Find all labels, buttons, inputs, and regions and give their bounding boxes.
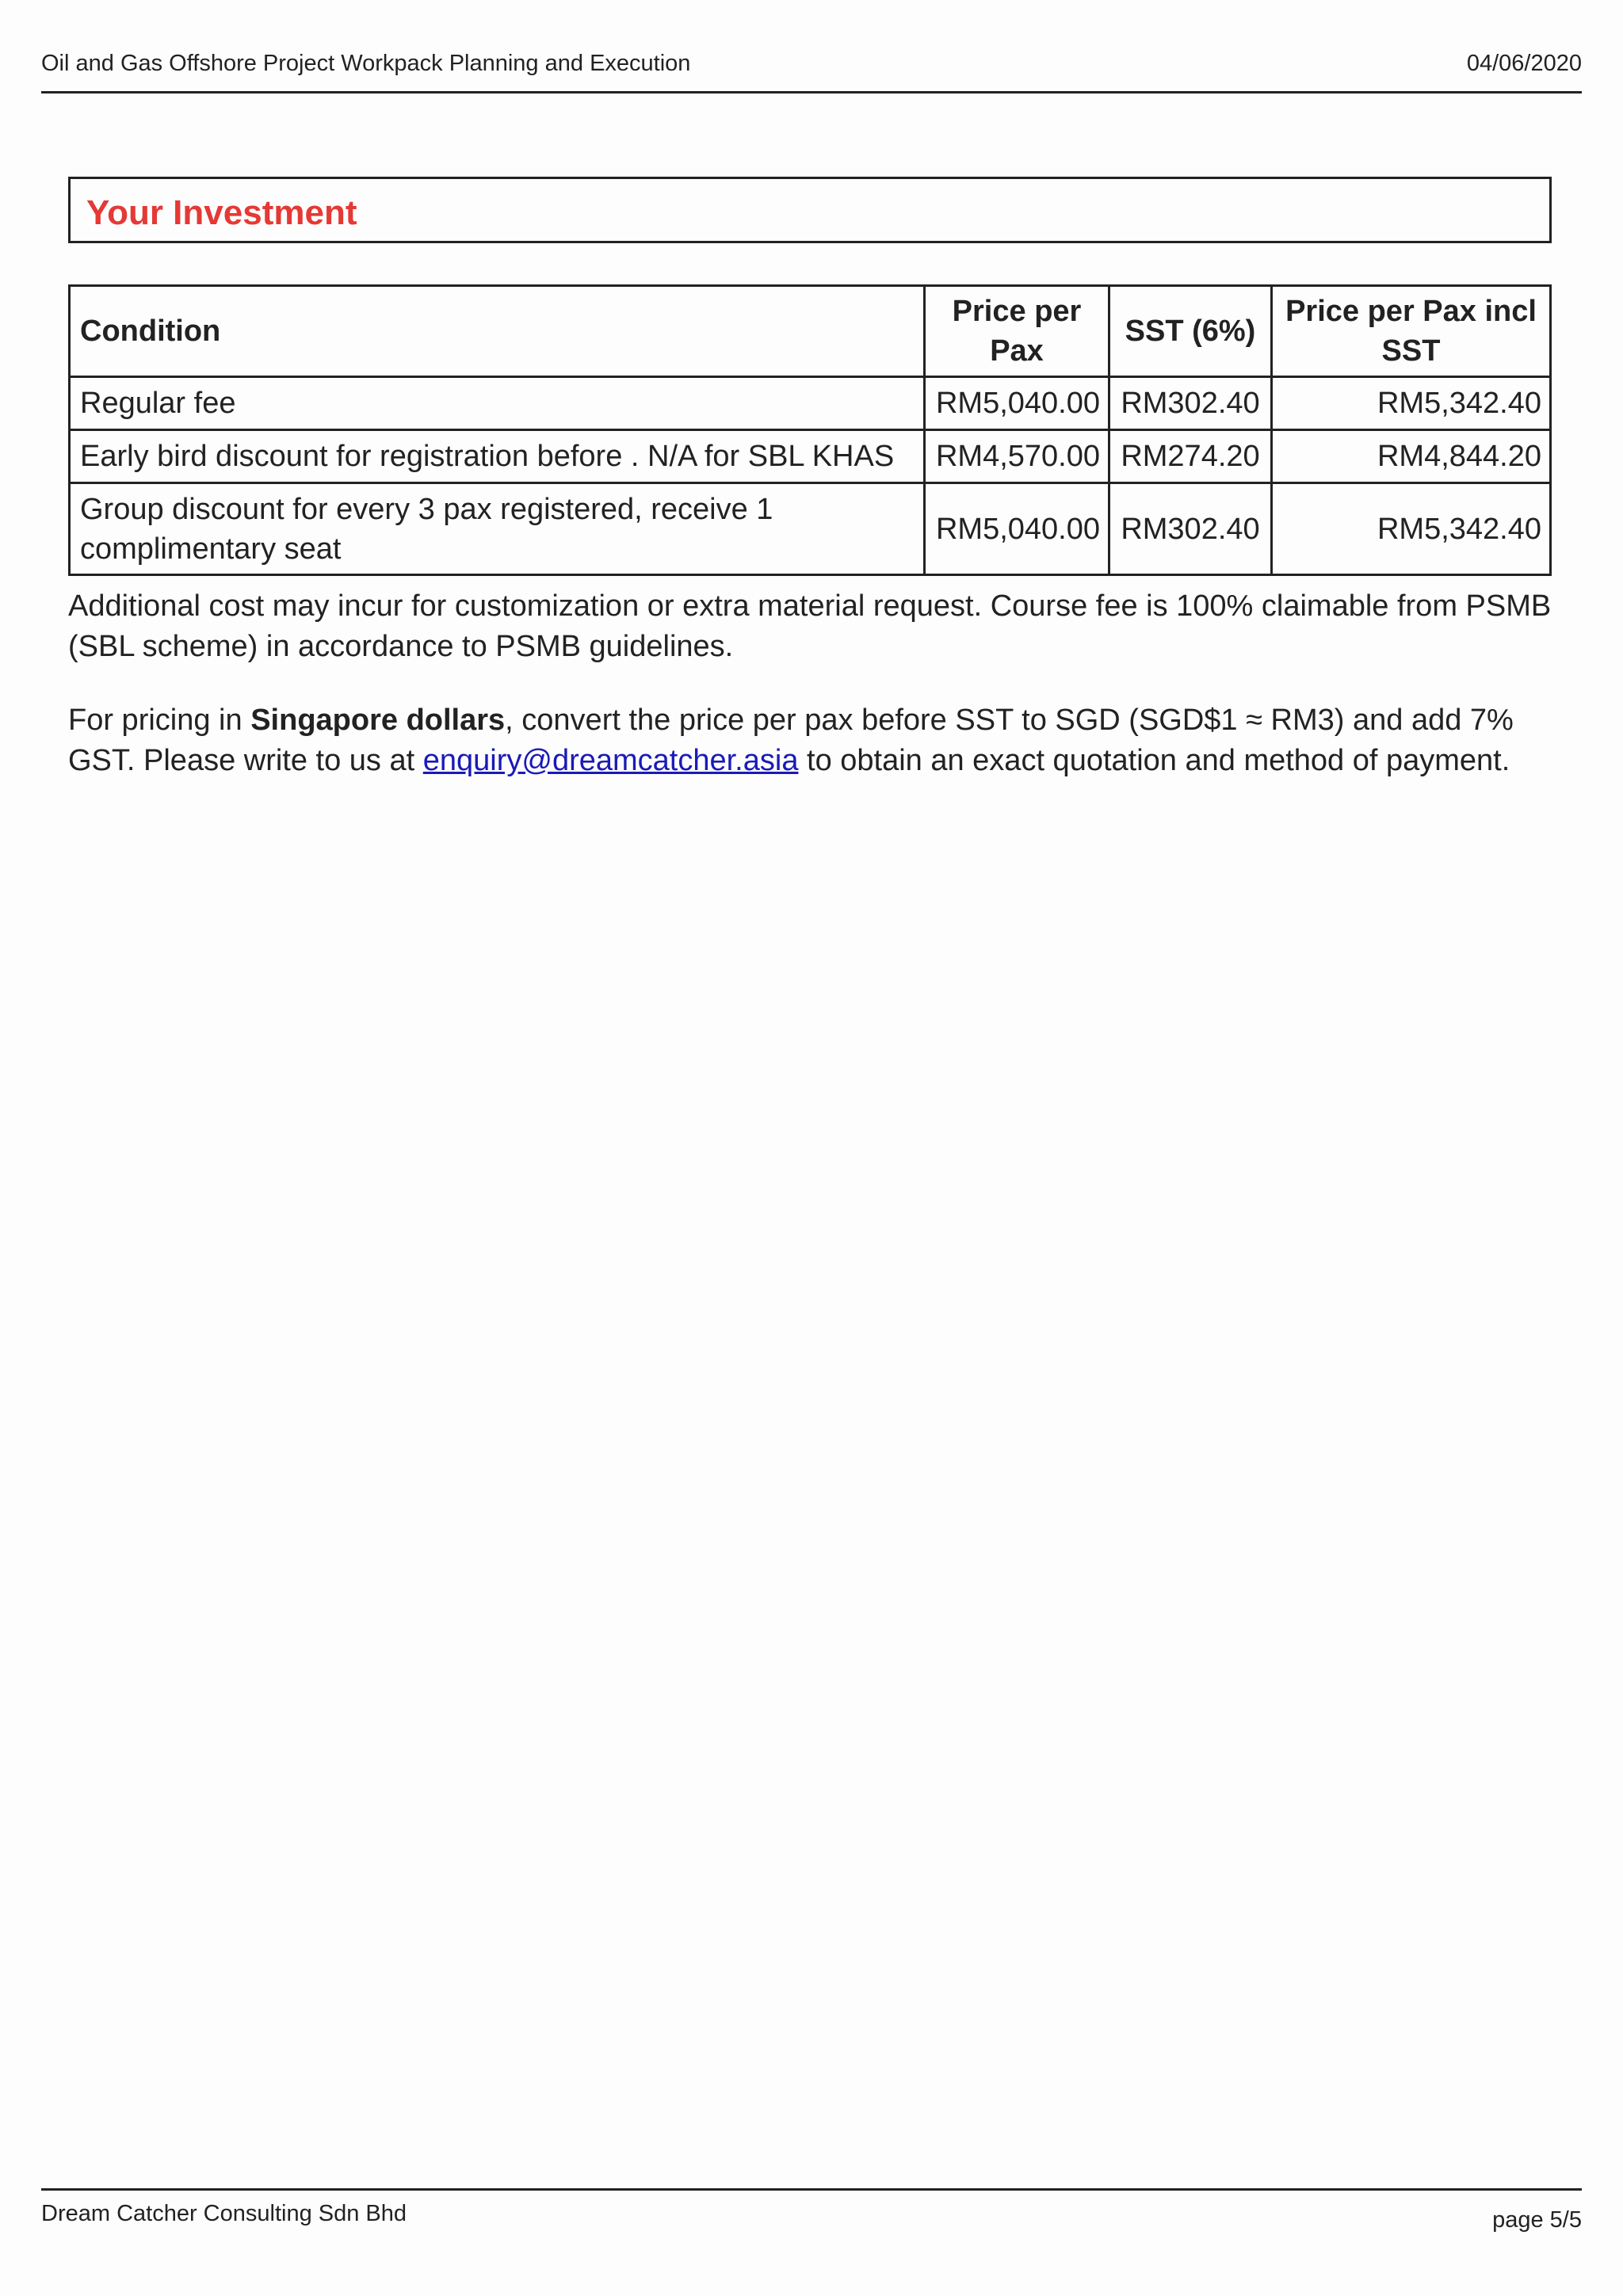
header-sst: SST (6%) xyxy=(1110,284,1273,378)
document-date: 04/06/2020 xyxy=(1466,51,1582,76)
header-price-per-pax: Price per Pax xyxy=(926,284,1110,378)
row-price: RM5,040.00 xyxy=(926,484,1110,576)
row-total: RM5,342.40 xyxy=(1273,484,1552,576)
additional-cost-note: Additional cost may incur for customization or extra material request. Course fee is 100% claimable from PSMB (SBL scheme) in accordance to PSMB guidelines. xyxy=(68,589,1552,663)
header-divider xyxy=(41,91,1582,93)
footer-divider xyxy=(41,2188,1582,2191)
company-name: Dream Catcher Consulting Sdn Bhd xyxy=(41,2201,407,2226)
row-condition: Regular fee xyxy=(71,378,926,431)
row-sst: RM302.40 xyxy=(1110,484,1273,576)
table-row xyxy=(71,378,1552,431)
singapore-dollars-bold: Singapore dollars xyxy=(250,704,506,737)
table-row xyxy=(71,484,1552,576)
row-condition: Group discount for every 3 pax registered, receive 1 complimentary seat xyxy=(71,484,926,576)
enquiry-email-link[interactable]: enquiry@dreamcatcher.asia xyxy=(422,744,799,777)
row-sst: RM274.20 xyxy=(1110,431,1273,484)
row-sst: RM302.40 xyxy=(1110,378,1273,431)
section-heading-box xyxy=(68,177,1552,243)
page-number: page 5/5 xyxy=(1492,2207,1582,2233)
row-price: RM5,040.00 xyxy=(926,378,1110,431)
page-header xyxy=(41,51,1582,77)
header-condition: Condition xyxy=(71,284,926,378)
row-total: RM5,342.40 xyxy=(1273,378,1552,431)
section-title: Your Investment xyxy=(86,193,357,232)
table-row xyxy=(71,431,1552,484)
row-condition: Early bird discount for registration before . N/A for SBL KHAS xyxy=(71,431,926,484)
row-price: RM4,570.00 xyxy=(926,431,1110,484)
fee-table xyxy=(68,284,1552,576)
header-price-incl-sst: Price per Pax incl SST xyxy=(1273,284,1552,378)
row-total: RM4,844.20 xyxy=(1273,431,1552,484)
sgd-pricing-note: For pricing in Singapore dollars, convert the price per pax before SST to SGD (SGD$1 ≈ RM3) and add 7% GST. Please write to us at enquiry@dreamcatcher.asia to obtain an exact quotation and method of payment. xyxy=(68,704,1514,777)
page-footer xyxy=(41,2201,1582,2233)
document-title: Oil and Gas Offshore Project Workpack Planning and Execution xyxy=(41,51,691,76)
